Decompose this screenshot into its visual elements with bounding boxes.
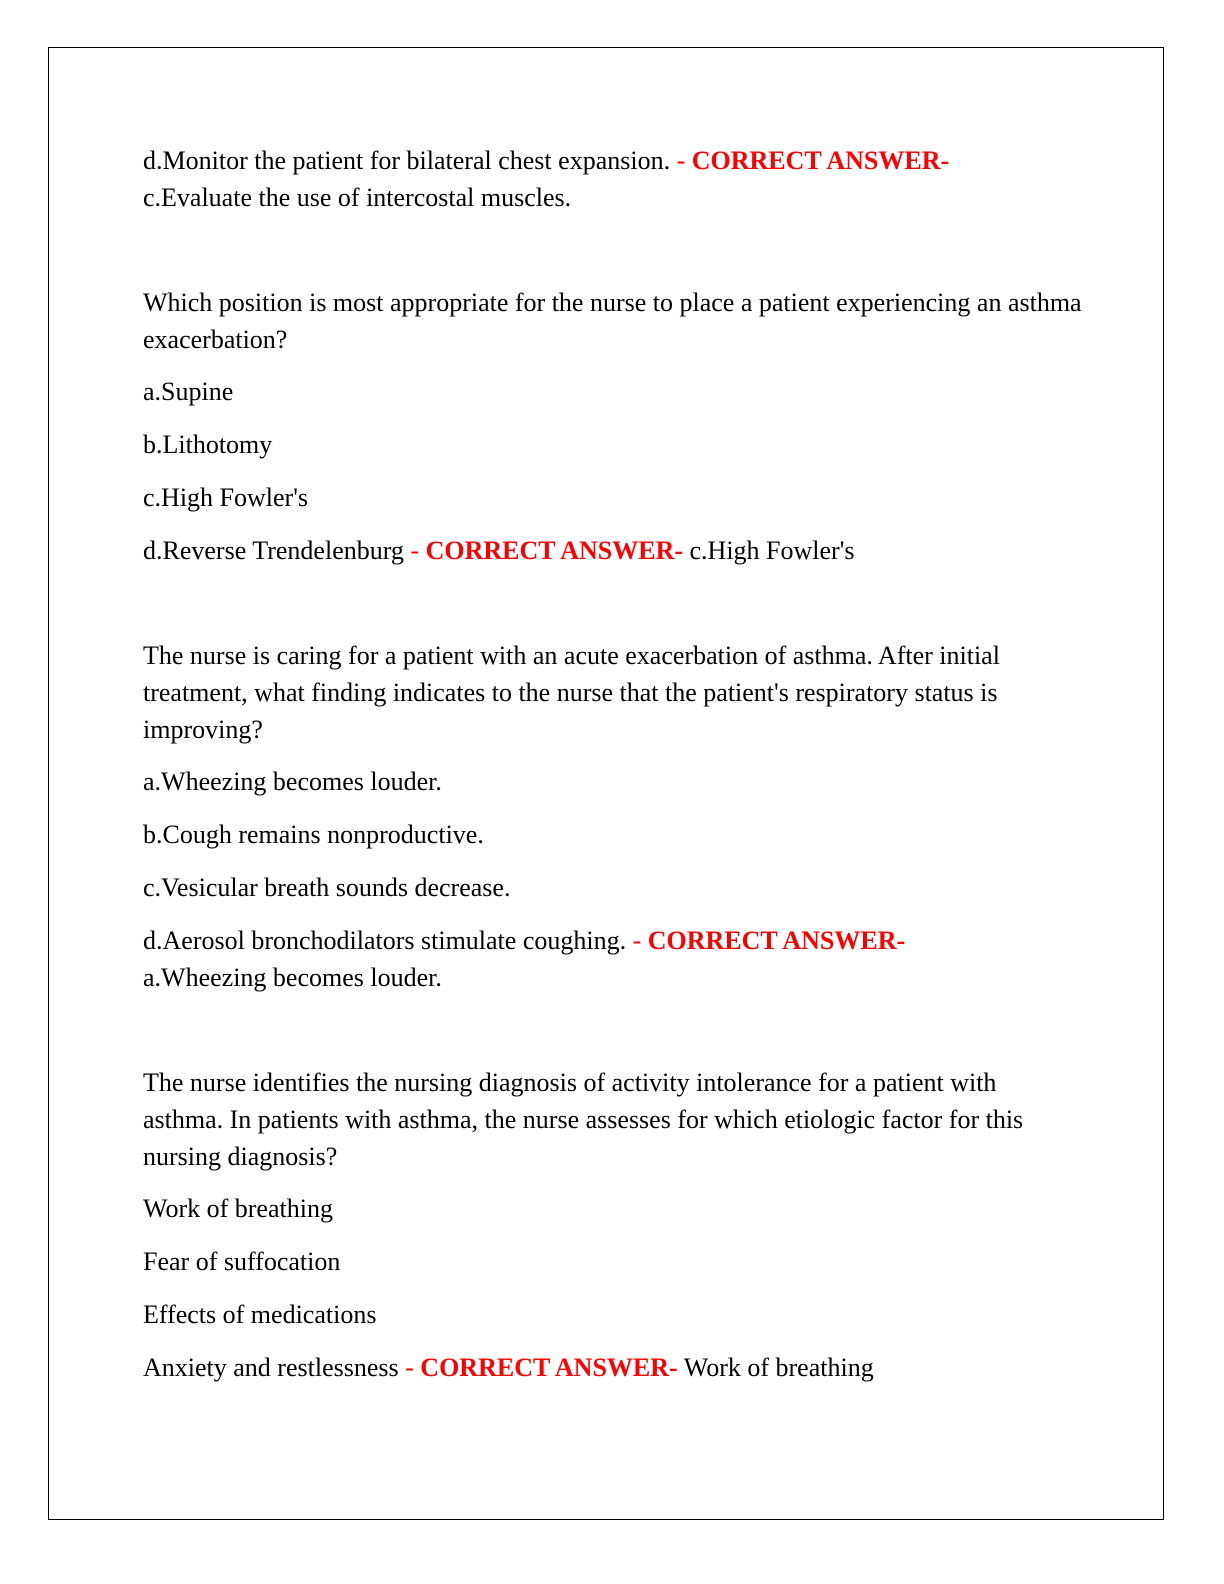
correct-answer-text: c.High Fowler's (683, 536, 855, 565)
option-4: Anxiety and restlessness (143, 1353, 406, 1382)
answer-line (143, 532, 1083, 569)
question-text: Which position is most appropriate for the nurse to place a patient experiencing an asthma exacerbation? (143, 288, 1082, 354)
answer-line (143, 1349, 1083, 1386)
option-3: Effects of medications (143, 1300, 377, 1329)
option-c: c.Vesicular breath sounds decrease. (143, 873, 511, 902)
option-a: a.Supine (143, 377, 234, 406)
answer-line (143, 142, 1083, 179)
option-b: b.Lithotomy (143, 430, 273, 459)
option-d: d.Monitor the patient for bilateral chest expansion. (143, 146, 677, 175)
correct-answer-text: Work of breathing (677, 1353, 874, 1382)
correct-answer-label: - CORRECT ANSWER- (632, 926, 906, 955)
option-d: d.Reverse Trendelenburg (143, 536, 411, 565)
correct-answer-text: a.Wheezing becomes louder. (143, 963, 442, 992)
correct-answer-label: - CORRECT ANSWER- (676, 146, 950, 175)
question-text: The nurse identifies the nursing diagnosis of activity intolerance for a patient with asthma. In patients with asthma, the nurse assesses for which etiologic factor for this nursing diagnosis? (143, 1068, 1024, 1171)
question-block-2 (143, 637, 1083, 996)
document-content (143, 138, 1083, 1386)
answer-line (143, 922, 1083, 959)
correct-answer-label: - CORRECT ANSWER- (410, 536, 684, 565)
question-block-3 (143, 1064, 1083, 1386)
correct-answer-text: c.Evaluate the use of intercostal muscles. (143, 183, 572, 212)
option-b: b.Cough remains nonproductive. (143, 820, 484, 849)
option-c: c.High Fowler's (143, 483, 309, 512)
question-block-0 (143, 142, 1083, 216)
option-1: Work of breathing (143, 1194, 333, 1223)
option-2: Fear of suffocation (143, 1247, 341, 1276)
question-text: The nurse is caring for a patient with an acute exacerbation of asthma. After initial treatment, what finding indicates to the nurse that the patient's respiratory status is improving? (143, 641, 1000, 744)
question-block-1 (143, 284, 1083, 569)
option-a: a.Wheezing becomes louder. (143, 767, 442, 796)
correct-answer-label: - CORRECT ANSWER- (405, 1353, 678, 1382)
option-d: d.Aerosol bronchodilators stimulate coughing. (143, 926, 633, 955)
